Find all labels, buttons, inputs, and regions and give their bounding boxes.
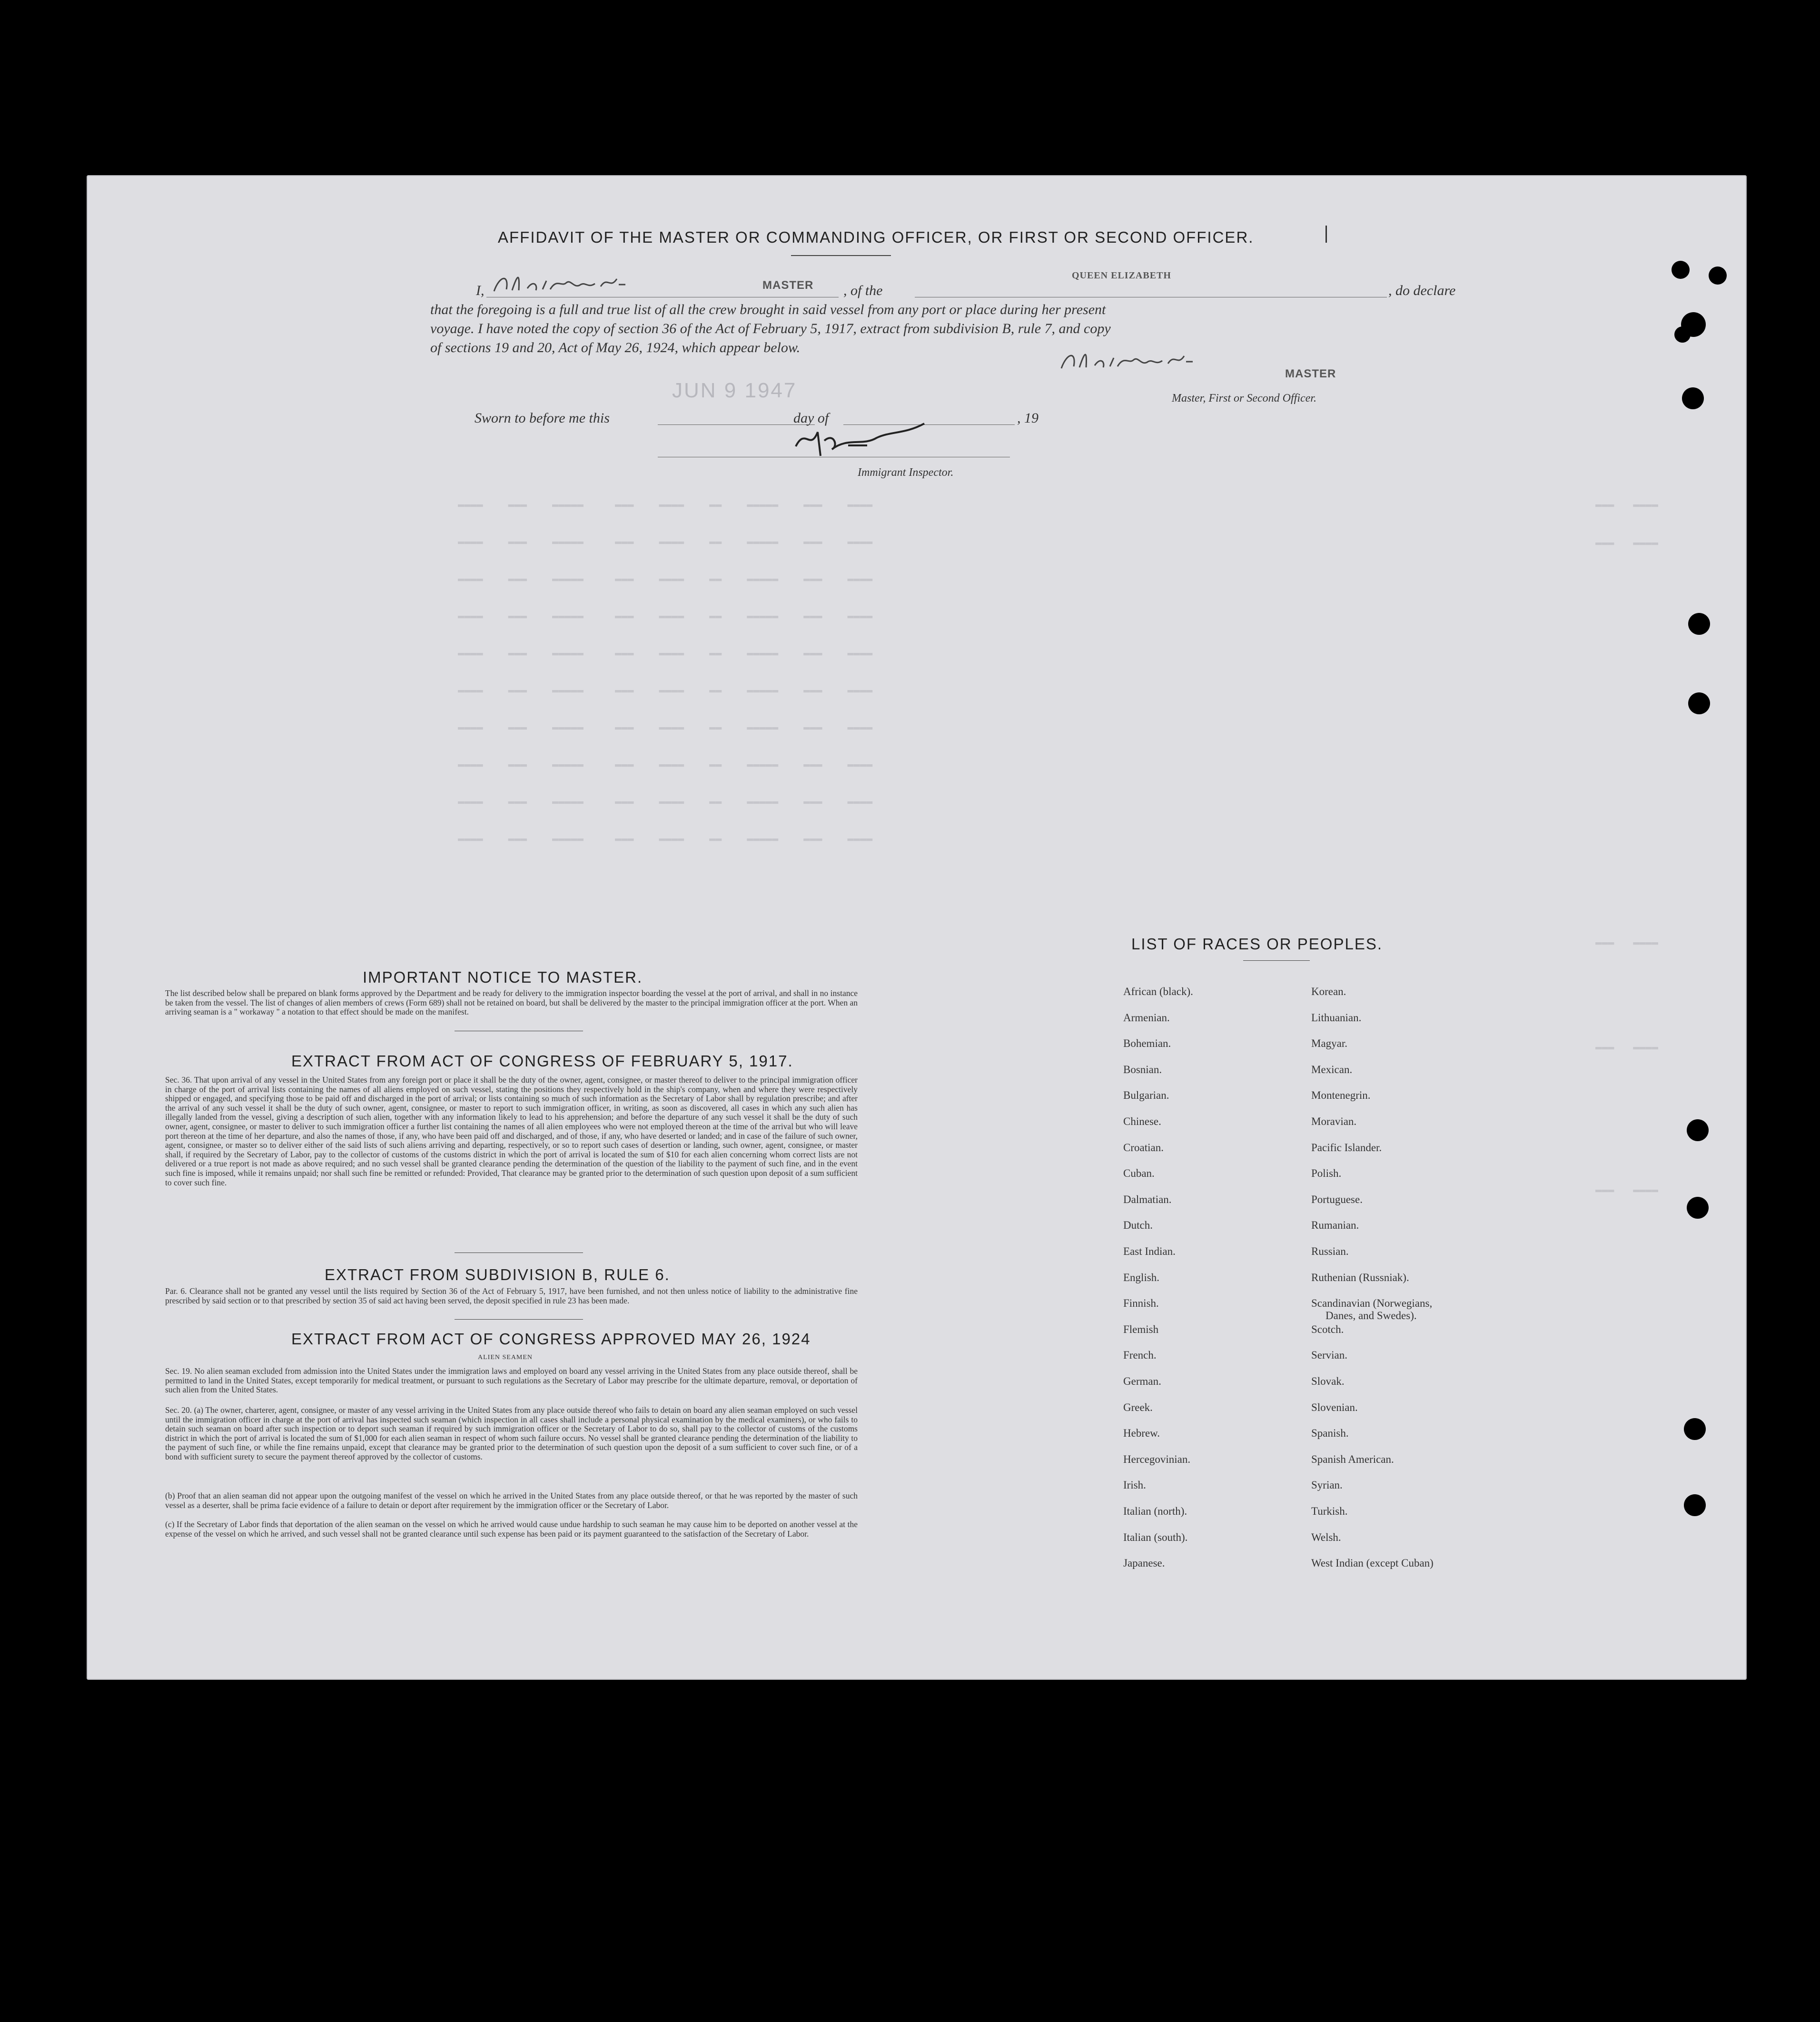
punch-hole bbox=[1688, 692, 1710, 714]
sec20c-text: (c) If the Secretary of Labor finds that deportation of the alien seaman on the vessel on which he arrived would cause undue hardship to such seaman he may cause him to be deported on another vessel at the expense of the vessel on which he arrived, and such vessel shall not be granted clearance until such expense has been paid or its payment guaranteed to the satisfaction of the Secretary of Labor. bbox=[165, 1519, 858, 1539]
punch-hole bbox=[1709, 266, 1727, 285]
master-signature-1 bbox=[490, 270, 633, 299]
race-item: Finnish. bbox=[1123, 1297, 1159, 1309]
race-item: Welsh. bbox=[1311, 1531, 1341, 1543]
punch-hole bbox=[1688, 613, 1710, 635]
extract-1924-subtitle: ALIEN SEAMEN bbox=[478, 1354, 533, 1361]
race-item: Ruthenian (Russniak). bbox=[1311, 1272, 1409, 1283]
race-item: French. bbox=[1123, 1349, 1157, 1361]
extract-1924-title: EXTRACT FROM ACT OF CONGRESS APPROVED MAY 26, 1924 bbox=[291, 1330, 811, 1348]
vessel-stamp: QUEEN ELIZABETH bbox=[1072, 270, 1171, 281]
affidavit-title: AFFIDAVIT OF THE MASTER OR COMMANDING OFFICER, OR FIRST OR SECOND OFFICER. bbox=[498, 228, 1254, 246]
race-item: Flemish bbox=[1123, 1323, 1159, 1335]
declaration-line-4: of sections 19 and 20, Act of May 26, 1924, which appear below. bbox=[430, 340, 801, 355]
race-item: Lithuanian. bbox=[1311, 1012, 1362, 1024]
document-sheet: ▬▬▬ ▬▬▬▬ ▬▬▬ ▬▬▬▬ ▬▬▬▬ ▬▬▬ ▬▬▬▬▬ ▬▬▬ ▬▬▬▬ ▬▬ ▬▬▬▬▬ ▬▬▬ ▬▬▬▬ ▬▬▬▬ ▬▬▬ ▬▬▬▬▬ ▬▬▬ ▬▬▬▬ ▬▬ ▬▬▬▬▬ ▬▬▬ ▬▬▬▬ ▬▬▬▬ ▬▬▬ ▬▬▬▬▬ ▬▬▬ ▬▬▬▬ ▬▬ ▬▬▬▬▬ ▬▬▬ ▬▬▬▬ ▬▬▬▬ ▬▬▬ ▬▬▬▬▬ ▬▬▬ ▬▬▬▬ ▬▬ ▬▬▬▬▬ ▬▬▬ ▬▬▬▬ ▬▬▬▬ ▬▬▬ ▬▬▬▬▬ ▬▬▬ ▬▬▬▬ ▬▬ ▬▬▬▬▬ ▬▬▬ ▬▬▬▬ ▬▬▬▬ ▬▬▬ ▬▬▬▬▬ ▬▬▬ ▬▬▬▬ ▬▬ ▬▬▬▬▬ ▬▬▬ ▬▬▬▬ ▬▬▬▬ ▬▬▬ ▬▬▬▬▬ ▬▬▬ ▬▬▬▬ ▬▬ ▬▬▬▬▬ ▬▬▬ ▬▬▬▬ ▬▬▬▬ ▬▬▬ ▬▬▬▬▬ ▬▬▬ ▬▬▬▬ ▬▬ ▬▬▬▬▬ ▬▬▬ ▬▬▬▬ ▬▬▬▬ ▬▬▬ ▬▬▬▬▬ ▬▬▬ ▬▬▬▬ ▬▬ ▬▬▬▬▬ ▬▬▬ ▬▬▬▬ ▬▬▬▬ ▬▬▬ ▬▬▬▬▬ ▬▬▬ ▬▬▬▬ ▬▬ ▬▬▬▬▬ ▬▬▬ ▬▬▬▬ ▬▬▬ ▬▬▬▬ ▬▬▬ ▬▬▬▬ ▬▬▬ ▬▬▬▬ AFFIDAVIT OF THE MASTER OR COMMANDING OFFICER, OR FIRST OR SECOND OFFICER. I, MASTER , of the QUEEN ELIZABETH , do declare that the foregoing is a full and true list of all the crew brought in said vessel from any port or place during her present voyage. I have noted the copy of section 36 of the Act of February 5, 1917, extract from subdivision B, rule 7, and copy of sections 19 and 20, Act of May 26, 1924, which appear below. MASTER Master, First or Second Officer. Sworn to before me this JUN 9 1947 day of , 19 Immigrant Inspector. IMPORTANT NOTICE TO MASTER. The list described below shall be prepared on blank forms approved by the Department and be ready for delivery to the immigration inspector boarding the vessel at the port of arrival, and shall in no instance be taken from the vessel. The list of changes of alien members of crews (Form 689) shall not be retained on board, but shall be delivered by the master to the principal immigration officer at the port. When an arriving seaman is a " workaway " a notation to that effect should be made on the manifest. EXTRACT FROM ACT OF CONGRESS OF FEBRUARY 5, 1917. Sec. 36. That upon arrival of any vessel in the United States from any foreign port or place it shall be the duty of the owner, agent, consignee, or master thereof to deliver to the principal immigration officer in charge of the port of arrival lists containing the names of all aliens employed on such vessel, stating the positions they respectively hold in the ship's company, when and where they were respectively shipped or engaged, and specifying those to be paid off and discharged in the port of arrival; or lists containing so much of such information as the Secretary of Labor shall by regulation prescribe; and after the arrival of any such vessel it shall be the duty of such owner, agent, consignee, or master to report to such immigration officer, in writing, as soon as discovered, all cases in which any such alien has illegally landed from the vessel, giving a description of such alien, together with any information likely to lead to his apprehension; and before the departure of any such vessel it shall be the duty of such owner, agent, consignee, or master to deliver to such immigration officer a further list containing the names of all alien employees who were not employed thereon at the time of the arrival but who will leave port thereon at the time of her departure, and also the names of those, if any, who have been paid off and discharged, and of those, if any, who have deserted or landed; and in case of the failure of such owner, agent, consignee, or master so to deliver either of the said lists of such aliens arriving and departing, respectively, or so to report such cases of desertion or landing, such owner, agent, consignee, or master shall, if required by the Secretary of Labor, pay to the collector of customs of the customs district in which the port of arrival is located the sum of $10 for each alien concerning whom correct lists are not delivered or a true report is not made as above required; and no such vessel shall be granted clearance pending the determination of the question of the liability to the payment of such fine, and in the event such fine is imposed, while it remains unpaid; nor shall such fine be remitted or refunded: Provided, That clearance may be granted prior to the determination of such question upon deposit of a sum sufficient to cover such fine. EXTRACT FROM SUBDIVISION B, RULE 6. Par. 6. Clearance shall not be granted any vessel until the lists required by Section 36 of the Act of February 5, 1917, have been furnished, and not then unless notice of liability to the administrative fine prescribed by said section or to that prescribed by section 35 of said act having been served, the deposit specified in rule 23 has been made. EXTRACT FROM ACT OF CONGRESS APPROVED MAY 26, 1924 ALIEN SEAMEN Sec. 19. No alien seaman excluded from admission into the United States under the immigration laws and employed on board any vessel arriving in the United States from any place outside thereof, shall be permitted to land in the United States, except temporarily for medical treatment, or pursuant to such regulations as the Secretary of Labor may prescribe for the ultimate departure, removal, or deportation of such alien from the United States. Sec. 20. (a) The owner, charterer, agent, consignee, or master of any vessel arriving in the United States from any place outside thereof who fails to detain on board any alien seaman employed on such vessel until the immigration officer in charge at the port of arrival has inspected such seaman (which inspection in all cases shall include a personal physical examination by the medical examiners), or who fails to detain such seaman on board after such inspection or to deport such seaman if required by such immigration officer or the Secretary of Labor to do so, shall pay to the collector of customs of the customs district in which the port of arrival is located the sum of $1,000 for each alien seaman in respect of whom such failure occurs. No vessel shall be granted clearance pending the determination of the liability to the payment of such fine, or while the fine remains unpaid, except that clearance may be granted prior to the determination of such question upon the deposit of a sum sufficient to cover such fine, or of a bond with sufficient surety to secure the payment thereof approved by the collector of customs. (b) Proof that an alien seaman did not appear upon the outgoing manifest of the vessel on which he arrived in the United States from any place outside thereof, or that he was reported by the master of such vessel as a deserter, shall be prima facie evidence of a failure to detain or deport after requirement by the immigration officer or the Secretary of Labor. (c) If the Secretary of Labor finds that deportation of the alien seaman on the vessel on which he arrived would cause undue hardship to such seaman he may cause him to be deported on another vessel at the expense of the vessel on which he arrived, and such vessel shall not be granted clearance until such expense has been paid or its payment guaranteed to the satisfaction of the Secretary of Labor. LIST OF RACES OR PEOPLES. African (black). Armenian. Bohemian. Bosnian. Bulgarian. Chinese. Croatian. Cuban. Dalmatian. Dutch. East Indian. English. Finnish. Flemish French. German. Greek. Hebrew. Hercegovinian. Irish. Italian (north). Italian (south). Japanese. Korean. Lithuanian. Magyar. Mexican. Montenegrin. Moravian. Pacific Islander. Polish. Portuguese. Rumanian. Russian. Ruthenian (Russniak). Scandinavian (Norwegians, Danes, and Swedes). Scotch. Servian. Slovak. Slovenian. Spanish. Spanish American. Syrian. Turkish. Welsh. West Indian (except Cuban) bbox=[87, 175, 1747, 1680]
race-item: Italian (north). bbox=[1123, 1505, 1187, 1517]
race-item: Mexican. bbox=[1311, 1064, 1353, 1075]
races-divider bbox=[1243, 960, 1310, 961]
day-of-text: day of bbox=[793, 410, 829, 426]
inspector-caption: Immigrant Inspector. bbox=[858, 466, 954, 479]
punch-hole bbox=[1687, 1197, 1709, 1219]
race-item: German. bbox=[1123, 1375, 1161, 1387]
race-item: Pacific Islander. bbox=[1311, 1142, 1382, 1154]
race-item: Hercegovinian. bbox=[1123, 1453, 1191, 1465]
notice-body: The list described below shall be prepared on blank forms approved by the Department and be ready for delivery to the immigration inspector boarding the vessel at the port of arrival, and shall in no instance be taken from the vessel. The list of changes of alien members of crews (Form 689) shall not be retained on board, but shall be delivered by the master to the principal immigration officer at the port. When an arriving seaman is a " workaway " a notation to that effect should be made on the manifest. bbox=[165, 988, 858, 1017]
master-signature-2 bbox=[1058, 346, 1200, 376]
race-item: Italian (south). bbox=[1123, 1531, 1188, 1543]
declaration-line-2: that the foregoing is a full and true list of all the crew brought in said vessel from any port or place during her present bbox=[430, 302, 1106, 317]
race-item: Japanese. bbox=[1123, 1557, 1165, 1569]
race-item: Portuguese. bbox=[1311, 1193, 1363, 1205]
rule6-divider bbox=[455, 1319, 583, 1320]
race-item: Magyar. bbox=[1311, 1037, 1348, 1049]
race-item: Bosnian. bbox=[1123, 1064, 1162, 1075]
race-item: East Indian. bbox=[1123, 1245, 1176, 1257]
race-item: Irish. bbox=[1123, 1479, 1146, 1491]
declaration-prefix: I, bbox=[476, 283, 485, 298]
date-stamp: JUN 9 1947 bbox=[672, 379, 797, 402]
race-item: English. bbox=[1123, 1272, 1160, 1283]
race-item: Chinese. bbox=[1123, 1115, 1161, 1127]
race-item: Moravian. bbox=[1311, 1115, 1357, 1127]
notice-title: IMPORTANT NOTICE TO MASTER. bbox=[363, 968, 643, 986]
race-item: Turkish. bbox=[1311, 1505, 1348, 1517]
punch-hole bbox=[1672, 261, 1690, 279]
race-item: Spanish. bbox=[1311, 1427, 1349, 1439]
rule6-body: Par. 6. Clearance shall not be granted any vessel until the lists required by Section 36 of the Act of February 5, 1917, have been furnished, and not then unless notice of liability to the administrative fine prescribed by said section or to that prescribed by section 35 of said act having been served, the deposit specified in rule 23 has been made. bbox=[165, 1286, 858, 1305]
extract-1917-title: EXTRACT FROM ACT OF CONGRESS OF FEBRUARY 5, 1917. bbox=[291, 1052, 793, 1070]
rank-stamp: MASTER bbox=[762, 279, 814, 292]
race-item: Greek. bbox=[1123, 1401, 1153, 1413]
race-item: Polish. bbox=[1311, 1167, 1342, 1179]
inspector-signature bbox=[791, 418, 948, 461]
year-text: , 19 bbox=[1017, 410, 1039, 426]
sworn-text: Sworn to before me this bbox=[475, 410, 610, 426]
race-item: Scandinavian (Norwegians, bbox=[1311, 1297, 1433, 1309]
race-item: Bulgarian. bbox=[1123, 1089, 1169, 1101]
race-item: Croatian. bbox=[1123, 1142, 1164, 1154]
race-item: West Indian (except Cuban) bbox=[1311, 1557, 1434, 1569]
extract-1917-body: Sec. 36. That upon arrival of any vessel in the United States from any foreign port or place it shall be the duty of the owner, agent, consignee, or master thereof to deliver to the principal immigration officer in charge of the port of arrival lists containing the names of all aliens employed on such vessel, stating the positions they respectively hold in the ship's company, when and where they were respectively shipped or engaged, and specifying those to be paid off and discharged in the port of arrival; or lists containing so much of such information as the Secretary of Labor shall by regulation prescribe; and after the arrival of any such vessel it shall be the duty of such owner, agent, consignee, or master to report to such immigration officer, in writing, as soon as discovered, all cases in which any such alien has illegally landed from the vessel, giving a description of such alien, together with any information likely to lead to his apprehension; and before the departure of any such vessel it shall be the duty of such owner, agent, consignee, or master to deliver to such immigration officer a further list containing the names of all alien employees who were not employed thereon at the time of the arrival but who will leave port thereon at the time of her departure, and also the names of those, if any, who have been paid off and discharged, and of those, if any, who have deserted or landed; and in case of the failure of such owner, agent, consignee, or master so to deliver either of the said lists of such aliens arriving and departing, respectively, or so to report such cases of desertion or landing, such owner, agent, consignee, or master shall, if required by the Secretary of Labor, pay to the collector of customs of the customs district in which the port of arrival is located the sum of $10 for each alien concerning whom correct lists are not delivered or a true report is not made as above required; and no such vessel shall be granted clearance pending the determination of the question of the liability to the payment of such fine, and in the event such fine is imposed, while it remains unpaid; nor shall such fine be remitted or refunded: Provided, That clearance may be granted prior to the determination of such question upon deposit of a sum sufficient to cover such fine. bbox=[165, 1075, 858, 1187]
sec20a-text: Sec. 20. (a) The owner, charterer, agent, consignee, or master of any vessel arriving in the United States from any place outside thereof who fails to detain on board any alien seaman employed on such vessel until the immigration officer in charge at the port of arrival has inspected such seaman (which inspection in all cases shall include a personal physical examination by the medical examiners), or who fails to detain such seaman on board after such inspection or to deport such seaman if required by such immigration officer or the Secretary of Labor to do so, shall pay to the collector of customs of the customs district in which the port of arrival is located the sum of $1,000 for each alien seaman in respect of whom such failure occurs. No vessel shall be granted clearance pending the determination of the liability to the payment of such fine, or while the fine remains unpaid, except that clearance may be granted prior to the determination of such question upon the deposit of a sum sufficient to cover such fine, or of a bond with sufficient surety to secure the payment thereof approved by the collector of customs. bbox=[165, 1405, 858, 1461]
race-item: Slovenian. bbox=[1311, 1401, 1358, 1413]
race-item: Slovak. bbox=[1311, 1375, 1345, 1387]
title-divider bbox=[791, 255, 891, 256]
race-item: Scotch. bbox=[1311, 1323, 1344, 1335]
signature-caption: Master, First or Second Officer. bbox=[1172, 392, 1316, 404]
punch-hole bbox=[1684, 1494, 1706, 1516]
race-item: Bohemian. bbox=[1123, 1037, 1171, 1049]
race-item: Spanish American. bbox=[1311, 1453, 1394, 1465]
rule6-title: EXTRACT FROM SUBDIVISION B, RULE 6. bbox=[325, 1266, 670, 1283]
punch-hole bbox=[1674, 326, 1691, 343]
of-the-text: , of the bbox=[843, 283, 883, 298]
punch-hole bbox=[1687, 1119, 1709, 1141]
race-item: Hebrew. bbox=[1123, 1427, 1160, 1439]
race-item: Armenian. bbox=[1123, 1012, 1170, 1024]
race-item-continuation: Danes, and Swedes). bbox=[1325, 1310, 1417, 1322]
race-item: African (black). bbox=[1123, 986, 1193, 997]
punch-hole bbox=[1684, 1418, 1706, 1440]
race-item: Korean. bbox=[1311, 986, 1346, 997]
race-item: Russian. bbox=[1311, 1245, 1349, 1257]
race-item: Cuban. bbox=[1123, 1167, 1155, 1179]
race-item: Rumanian. bbox=[1311, 1219, 1359, 1231]
margin-tick bbox=[1325, 226, 1327, 243]
race-item: Dutch. bbox=[1123, 1219, 1153, 1231]
race-item: Dalmatian. bbox=[1123, 1193, 1172, 1205]
sec19-text: Sec. 19. No alien seaman excluded from admission into the United States under the immigration laws and employed on board any vessel arriving in the United States from any place outside thereof, shall be permitted to land in the United States, except temporarily for medical treatment, or pursuant to such regulations as the Secretary of Labor may prescribe for the ultimate departure, removal, or deportation of such alien from the United States. bbox=[165, 1366, 858, 1395]
races-title: LIST OF RACES OR PEOPLES. bbox=[1131, 935, 1383, 953]
race-item: Syrian. bbox=[1311, 1479, 1343, 1491]
signature-rank-stamp: MASTER bbox=[1285, 367, 1336, 380]
do-declare-text: , do declare bbox=[1388, 283, 1456, 298]
punch-hole bbox=[1682, 387, 1704, 409]
declaration-line-3: voyage. I have noted the copy of section 36 of the Act of February 5, 1917, extract from subdivision B, rule 7, and copy bbox=[430, 321, 1111, 336]
sec20b-text: (b) Proof that an alien seaman did not appear upon the outgoing manifest of the vessel on which he arrived in the United States from any place outside thereof, or that he was reported by the master of such vessel as a deserter, shall be prima facie evidence of a failure to detain or deport after requirement by the immigration officer or the Secretary of Labor. bbox=[165, 1491, 858, 1510]
race-item: Montenegrin. bbox=[1311, 1089, 1371, 1101]
race-item: Servian. bbox=[1311, 1349, 1348, 1361]
